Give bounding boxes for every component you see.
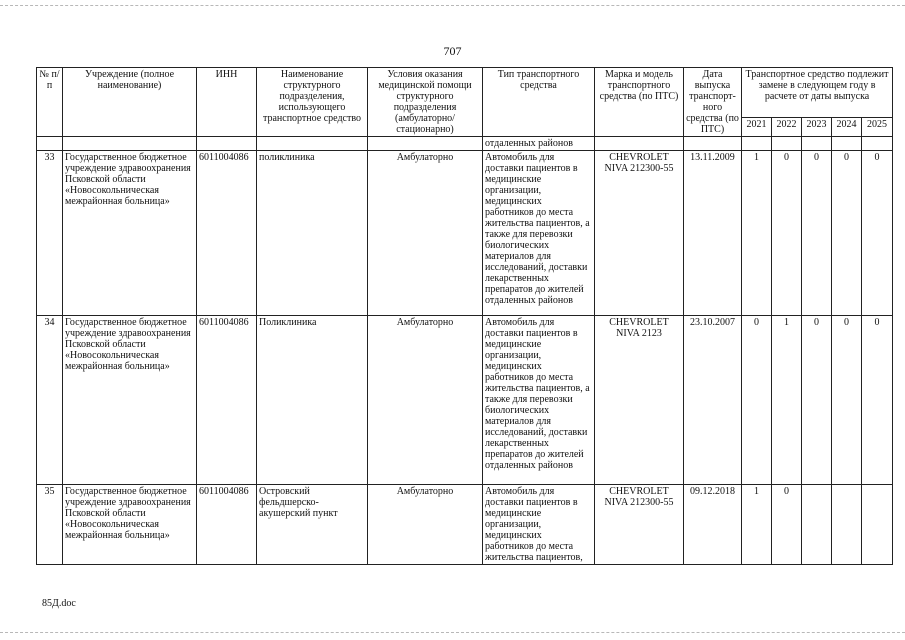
row-institution: Государственное бюджетное учреждение здравоохранения Псковской области «Новосокольническая межрайонная больница» <box>63 485 197 565</box>
header-date: Дата выпуска транспорт-ного средства (по ПТС) <box>684 68 742 137</box>
row-y2021: 1 <box>742 485 772 565</box>
row-y2023: 0 <box>802 316 832 485</box>
header-type: Тип транспортного средства <box>483 68 595 137</box>
vehicle-table <box>36 67 893 565</box>
table-row <box>37 485 893 565</box>
row-date: 09.12.2018 <box>684 485 742 565</box>
row-subdivision: Поликлиника <box>257 316 368 485</box>
row-brand: CHEVROLET NIVA 212300-55 <box>595 151 684 316</box>
header-replace: Транспортное средство подлежит замене в следующем году в расчете от даты выпуска <box>742 68 893 118</box>
row-institution: Государственное бюджетное учреждение здравоохранения Псковской области «Новосокольническая межрайонная больница» <box>63 316 197 485</box>
row-conditions: Амбулаторно <box>368 151 483 316</box>
row-y2023 <box>802 485 832 565</box>
row-inn: 6011004086 <box>197 316 257 485</box>
row-type: Автомобиль для доставки пациентов в медицинские организации, медицинских работников до места жительства пациентов, а также для перевозки биологических материалов для исследований, доставки лекарственных препаратов до жителей отдаленных районов <box>483 316 595 485</box>
row-y2023: 0 <box>802 151 832 316</box>
row-institution: Государственное бюджетное учреждение здравоохранения Псковской области «Новосокольническая межрайонная больница» <box>63 151 197 316</box>
header-institution: Учреждение (полное наименование) <box>63 68 197 137</box>
header-year: 2021 <box>742 117 772 136</box>
row-subdivision: Островский фельдшерско-акушерский пункт <box>257 485 368 565</box>
file-name-footer: 85Д.doc <box>42 598 76 609</box>
row-type: Автомобиль для доставки пациентов в медицинские организации, медицинских работников до места жительства пациентов, а также для перевозки биологических материалов для исследований, доставки лекарственных препаратов до жителей отдаленных районов <box>483 151 595 316</box>
row-y2024 <box>832 485 862 565</box>
row-num: 35 <box>37 485 63 565</box>
page-number: 707 <box>443 44 462 58</box>
row-subdivision: поликлиника <box>257 151 368 316</box>
row-y2025 <box>862 485 893 565</box>
continuation-type: отдаленных районов <box>483 137 595 151</box>
row-type: Автомобиль для доставки пациентов в медицинские организации, медицинских работников до места жительства пациентов, <box>483 485 595 565</box>
row-y2025: 0 <box>862 151 893 316</box>
header-conditions: Условия оказания медицинской помощи структурного подразделения (амбулаторно/ стационарно) <box>368 68 483 137</box>
row-brand: CHEVROLET NIVA 2123 <box>595 316 684 485</box>
row-y2021: 0 <box>742 316 772 485</box>
header-year: 2025 <box>862 117 893 136</box>
header-row <box>37 68 893 118</box>
row-inn: 6011004086 <box>197 151 257 316</box>
row-y2025: 0 <box>862 316 893 485</box>
row-date: 13.11.2009 <box>684 151 742 316</box>
row-y2024: 0 <box>832 151 862 316</box>
row-y2022: 0 <box>772 485 802 565</box>
row-brand: CHEVROLET NIVA 212300-55 <box>595 485 684 565</box>
row-inn: 6011004086 <box>197 485 257 565</box>
scan-edge-bottom <box>0 632 905 633</box>
row-y2024: 0 <box>832 316 862 485</box>
row-y2022: 1 <box>772 316 802 485</box>
table-row <box>37 151 893 316</box>
header-year: 2023 <box>802 117 832 136</box>
row-conditions: Амбулаторно <box>368 316 483 485</box>
row-y2021: 1 <box>742 151 772 316</box>
header-year: 2022 <box>772 117 802 136</box>
header-num: № п/п <box>37 68 63 137</box>
row-conditions: Амбулаторно <box>368 485 483 565</box>
header-inn: ИНН <box>197 68 257 137</box>
header-year: 2024 <box>832 117 862 136</box>
row-date: 23.10.2007 <box>684 316 742 485</box>
row-y2022: 0 <box>772 151 802 316</box>
row-num: 33 <box>37 151 63 316</box>
header-subdivision: Наименование структурного подразделения, использующего транспортное средство <box>257 68 368 137</box>
header-brand: Марка и модель транспортного средства (по ПТС) <box>595 68 684 137</box>
row-num: 34 <box>37 316 63 485</box>
table-row <box>37 316 893 485</box>
scan-edge-top <box>0 5 905 6</box>
continuation-row <box>37 137 893 151</box>
